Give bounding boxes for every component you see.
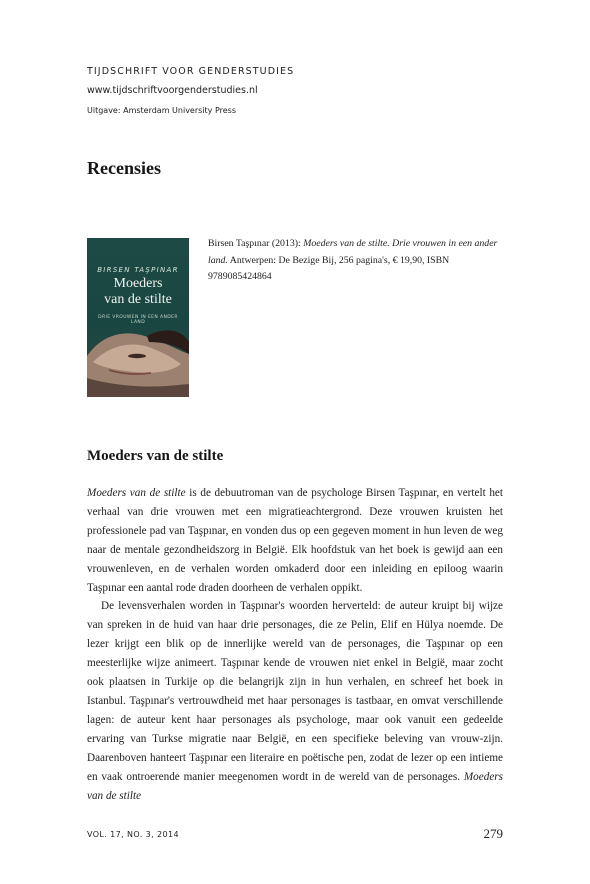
citation-author-year: Birsen Taşpınar (2013): bbox=[208, 238, 304, 249]
paragraph-2-text: De levensverhalen worden in Taşpınar's woorden herverteld: de auteur kruipt bij wijze van spreken in de huid van haar drie personages, die ze Pelin, Elif en Hülya noemde. De lezer krijgt een blik op de innerlijke wereld van de personages, die Taşpınar op een meesterlijke wijze animeert. Taşpınar kende de vrouwen niet enkel in België, maar zocht ook plaatsen in Turkije op die belangrijk zijn in hun verhalen, en schreef het boek in Istanbul. Taşpınar's vertrouwdheid met haar personages is tastbaar, en omvat verschillende lagen: de auteur kent haar personages als psychologe, maar ook vanuit een gedeelde ervaring van Turkse migratie naar België, en een specifieke beleving van vrouw-zijn. Daarenboven hanteert Taşpınar een literaire en poëtische pen, zodat de lezer op een intieme en vaak ontroerende manier meegenomen wordt in de wereld van de personages. bbox=[87, 600, 503, 783]
paragraph-1 bbox=[87, 484, 503, 597]
paragraph-2 bbox=[87, 597, 503, 805]
review-body bbox=[87, 484, 503, 805]
publisher-line: Uitgave: Amsterdam University Press bbox=[87, 106, 236, 115]
cover-title: Moeders van de stilte bbox=[104, 276, 172, 307]
book-cover-image bbox=[87, 238, 189, 397]
book-citation bbox=[208, 236, 508, 286]
page-number: 279 bbox=[483, 826, 503, 841]
cover-author: BIRSEN TAŞPINAR bbox=[97, 266, 179, 274]
review-title: Moeders van de stilte bbox=[87, 448, 224, 464]
cover-tagline: DRIE VROUWEN IN EEN ANDER LAND bbox=[98, 315, 178, 325]
citation-title: Moeders van de stilte. Drie vrouwen in een ander land. bbox=[208, 238, 498, 266]
book-title-italic-end: Moeders van de stilte bbox=[87, 770, 503, 802]
footer-volume: VOL. 17, NO. 3, 2014 bbox=[87, 830, 180, 839]
journal-name: TIJDSCHRIFT VOOR GENDERSTUDIES bbox=[87, 66, 295, 77]
journal-url[interactable]: www.tijdschriftvoorgenderstudies.nl bbox=[87, 85, 258, 96]
book-title-italic: Moeders van de stilte bbox=[87, 487, 186, 499]
paragraph-1-text: is de debuutroman van de psychologe Birsen Taşpınar, en vertelt het verhaal van drie vrouwen met een migratieachtergrond. Deze vrouwen kruisten het professionele pad van Taşpınar, en vonden dus op een gegeven moment in hun leven de weg naar de mentale gezondheidszorg in België. Elk hoofdstuk van het boek is gewijd aan een vrouwenleven, en de verhalen worden omkaderd door een inleiding en epiloog waarin Taşpınar een aantal rode draden doorheen de verhalen oppikt. bbox=[87, 487, 503, 594]
section-title: Recensies bbox=[87, 158, 161, 178]
citation-details: Antwerpen: De Bezige Bij, 256 pagina's, € 19,90, ISBN 9789085424864 bbox=[208, 254, 450, 282]
